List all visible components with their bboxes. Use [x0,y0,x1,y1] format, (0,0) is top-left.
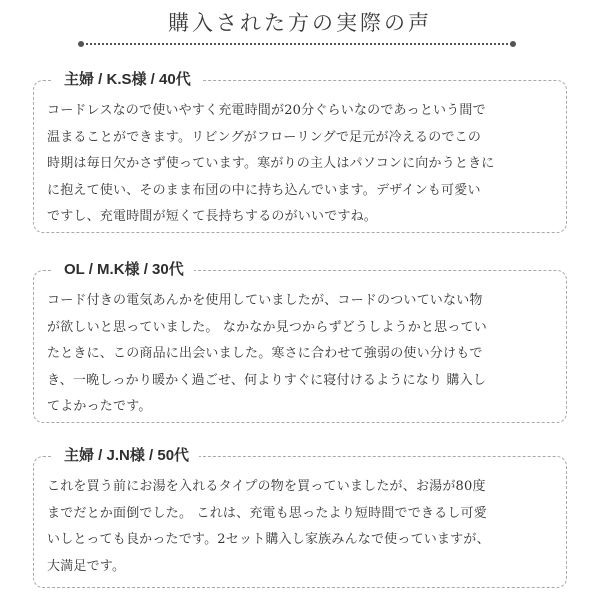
title-divider [78,41,516,47]
review-card-3 [33,447,567,588]
divider-line [82,43,512,45]
review-line: 温まることができます。リビングがフローリングで足元が冷えるのでこの [47,129,482,145]
review-line: が欲しいと思っていました。 なかなか見つからずどうしようかと思ってい [47,319,487,335]
review-line: 時期は毎日欠かさず使っています。寒がりの主人はパソコンに向かうときに [47,156,495,171]
review-heading: 主婦 / J.N様 / 50代 [52,445,199,467]
review-text [47,288,557,421]
page-title: 購入された方の実際の声 [168,11,432,35]
review-line: き、一晩しっかり暖かく過ごせ、何よりすぐに寝付けるようになり 購入し [47,372,487,388]
review-line: たときに、この商品に出会いました。寒さに合わせて強弱の使い分けもで [47,346,483,361]
review-card-1 [33,71,567,233]
divider-dot-right [510,41,516,47]
review-line: てよかったです。 [47,399,152,414]
review-line: これを買う前にお湯を入れるタイプの物を買っていましたが、お湯が80度 [47,479,486,494]
review-line: いしとっても良かったです。2セット購入し家族みんなで使っていますが、 [47,532,490,547]
review-text [47,98,557,231]
review-line: に抱えて使い、そのまま布団の中に持ち込んでいます。デザインも可愛い [47,182,481,198]
review-line: コードレスなので使いやすく充電時間が20分ぐらいなのであっという間で [47,103,486,118]
review-card-2 [33,261,567,423]
review-line: までだとか面倒でした。 これは、充電も思ったより短時間でできるし可愛 [47,505,487,521]
review-line: コード付きの電気あんかを使用していましたが、コードのついていない物 [47,293,483,308]
review-line: ですし、充電時間が短くて長持ちするのがいいですね。 [47,209,378,224]
review-heading: 主婦 / K.S様 / 40代 [52,69,201,91]
review-text [47,474,557,580]
review-line: 大満足です。 [47,558,126,574]
review-heading: OL / M.K様 / 30代 [52,259,194,281]
